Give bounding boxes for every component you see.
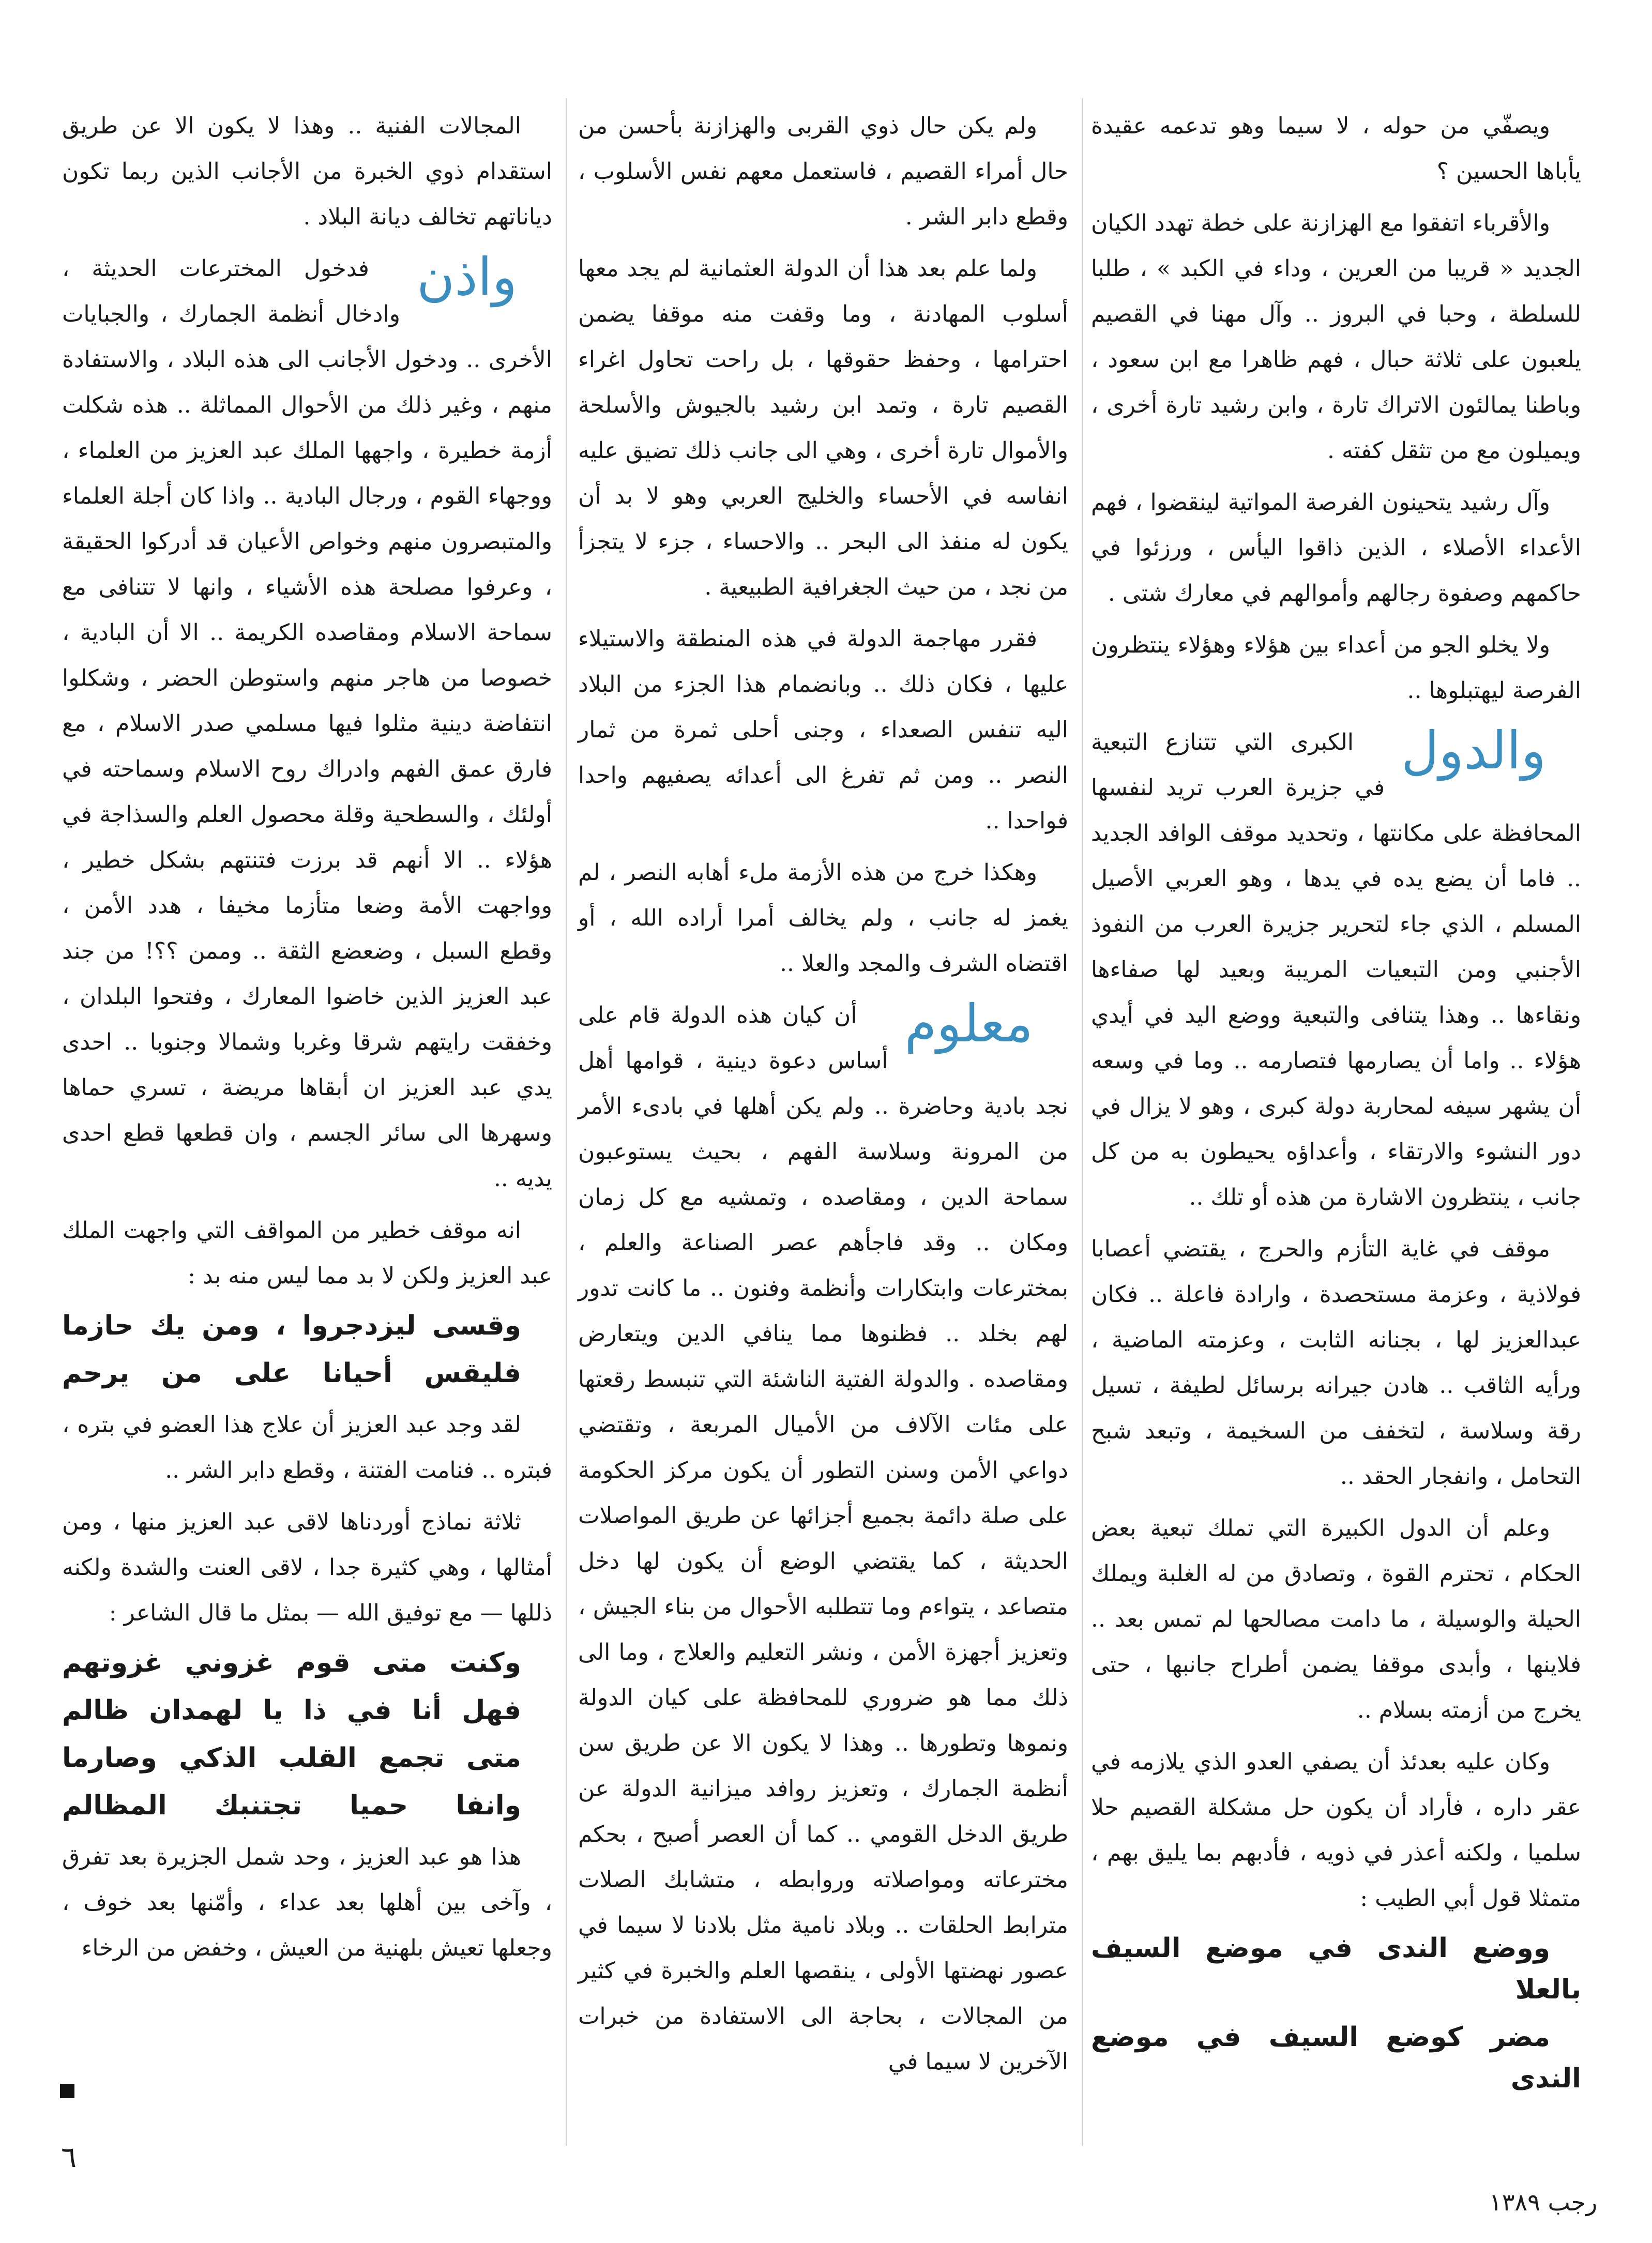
page-number: ٦: [61, 2141, 77, 2174]
paragraph: ولم يكن حال ذوي القربى والهزازنة بأحسن من حال أمراء القصيم ، فاستعمل معهم نفس الأسلوب ، وقطع دابر الشر .: [578, 113, 1068, 230]
paragraph-text: الكبرى التي تتنازع التبعية في جزيرة العرب تريد لنفسها المحافظة على مكانتها ، وتحديد موقف الوافد الجديد .. فاما أن يضع يده في يدها ، وهو العربي الأصيل المسلم ، الذي جاء لتحرير جزيرة العرب من النفوذ الأجنبي ومن التبعيات المريبة وبعيد لها صفاءها ونقاءها .. وهذا يتنافى والتبعية ووضع اليد في أيدي هؤلاء .. واما أن يصارمها فتصارمه .. وما في وسعه أن يشهر سيفه لمحاربة دولة كبرى ، وهو لا يزال في دور النشوء والارتقاء ، وأعداؤه يحيطون به من كل جانب ، ينتظرون الاشارة من هذه أو تلك ..: [1091, 729, 1581, 1210]
paragraph-text: فدخول المخترعات الحديثة ، وادخال أنظمة الجمارك ، والجبايات الأخرى .. ودخول الأجانب الى هذه البلاد ، والاستفادة منهم ، وغير ذلك من الأحوال المماثلة .. هذه شكلت أزمة خطيرة ، واجهها الملك عبد العزيز من العلماء ، ووجهاء القوم ، ورجال البادية .. واذا كان أجلة العلماء والمتبصرون منهم وخواص الأعيان قد أدركوا الحقيقة ، وعرفوا مصلحة هذه الأشياء ، وانها لا تتنافى مع سماحة الاسلام ومقاصده الكريمة .. الا أن البادية ، خصوصا من هاجر منهم واستوطن الحضر ، وشكلوا انتفاضة دينية مثلوا فيها مسلمي صدر الاسلام ، مع فارق عمق الفهم وادراك روح الاسلام وسماحته في أولئك ، والسطحية وقلة محصول العلم والسذاجة في هؤلاء .. الا أنهم قد برزت فتنتهم بشكل خطير ، وواجهت الأمة وضعا متأزما مخيفا ، هدد الأمن ، وقطع السبل ، وضعضع الثقة .. وممن ؟؟! من جند عبد العزيز الذين خاضوا المعارك ، وفتحوا البلدان ، وخفقت رايتهم شرقا وغربا وشمالا وجنوبا .. احدى يدي عبد العزيز ان أبقاها مريضة ، تسري حماها وسهرها الى سائر الجسم ، وان قطعها قطع احدى يديه ..: [62, 255, 552, 1192]
paragraph: فقرر مهاجمة الدولة في هذه المنطقة والاستيلاء عليها ، فكان ذلك .. وبانضمام هذا الجزء من البلاد اليه تنفس الصعداء ، وجنى أحلى ثمرة من ثمار النصر .. ومن ثم تفرغ الى أعدائه يصفيهم واحدا فواحدا ..: [578, 626, 1068, 834]
paragraph: انه موقف خطير من المواقف التي واجهت الملك عبد العزيز ولكن لا بد مما ليس منه بد :: [62, 1217, 552, 1289]
poem-verse: ووضع الندى في موضع السيف بالعلا: [1091, 1933, 1581, 2005]
section-heading-word: معلوم: [904, 993, 1033, 1054]
section-heading-word: والدول: [1401, 720, 1546, 781]
paragraph: ولما علم بعد هذا أن الدولة العثمانية لم يجد معها أسلوب المهادنة ، وما وقفت منه موقفا يضمن احترامها ، وحفظ حقوقها ، بل راحت تحاول اغراء القصيم تارة ، وتمد ابن رشيد بالجيوش والأسلحة والأموال تارة أخرى ، وهي الى جانب ذلك تضيق عليه انفاسه في الأحساء والخليج العربي وهو لا بد أن يكون له منفذ الى البحر .. والاحساء ، جزء لا يتجزأ من نجد ، من حيث الجغرافية الطبيعية .: [578, 255, 1068, 600]
article-column-middle: [578, 103, 1068, 2091]
paragraph: موقف في غاية التأزم والحرج ، يقتضي أعصابا فولاذية ، وعزمة مستحصدة ، وارادة فاعلة .. فكان عبدالعزيز لها ، بجنانه الثابت ، وعزمته الماضية ، ورأيه الثاقب .. هادن جيرانه برسائل لطيفة ، تسيل رقة وسلاسة ، لتخفف من السخيمة ، وتبعد شبح التحامل ، وانفجار الحقد ..: [1091, 1236, 1581, 1490]
issue-date-footer: رجب ١٣٨٩: [1489, 2188, 1598, 2216]
poem-stanza: [62, 1305, 552, 1394]
paragraph: لقد وجد عبد العزيز أن علاج هذا العضو في بتره ، فبتره .. فنامت الفتنة ، وقطع دابر الشر ..: [62, 1412, 552, 1483]
paragraph: [62, 246, 552, 1202]
paragraph: ولا يخلو الجو من أعداء بين هؤلاء وهؤلاء ينتظرون الفرصة ليهتبلوها ..: [1091, 632, 1581, 704]
paragraph: هذا هو عبد العزيز ، وحد شمل الجزيرة بعد تفرق ، وآخى بين أهلها بعد عداء ، وأمّنها بعد خوف ، وجعلها تعيش بلهنية من العيش ، وخفض من الرخاء: [62, 1844, 552, 1961]
paragraph-text: أن كيان هذه الدولة قام على أساس دعوة دينية ، قوامها أهل نجد بادية وحاضرة .. ولم يكن أهلها في بادىء الأمر من المرونة وسلاسة الفهم ، بحيث يستوعبون سماحة الدين ، ومقاصده ، وتمشيه مع كل زمان ومكان .. وقد فاجأهم عصر الصناعة والعلم ، بمخترعات وابتكارات وأنظمة وفنون .. ما كانت تدور لهم بخلد .. فظنوها مما ينافي الدين ويتعارض ومقاصده . والدولة الفتية الناشئة التي تنبسط رقعتها على مئات الآلاف من الأميال المربعة ، وتقتضي دواعي الأمن وسنن التطور أن يكون مركز الحكومة على صلة دائمة بجميع أجزائها عن طريق المواصلات الحديثة ، كما يقتضي الوضع أن يكون لها دخل متصاعد ، يتواءم وما تتطلبه الأحوال من بناء الجيش ، وتعزيز أجهزة الأمن ، ونشر التعليم والعلاج ، وما الى ذلك مما هو ضروري للمحافظة على كيان الدولة ونموها وتطورها .. وهذا لا يكون الا عن طريق سن أنظمة الجمارك ، وتعزيز روافد ميزانية الدولة عن طريق الدخل القومي .. كما أن العصر أصبح ، بحكم مخترعاته ومواصلاته وروابطه ، متشابك الصلات مترابط الحلقات .. وبلاد نامية مثل بلادنا لا سيما في عصور نهضتها الأولى ، ينقصها العلم والخبرة في كثير من المجالات ، بحاجة الى الاستفادة من خبرات الآخرين لا سيما في: [578, 1002, 1069, 2075]
article-column-right: [1091, 103, 1581, 2108]
end-of-article-mark: [60, 2084, 74, 2098]
column-divider: [566, 98, 567, 2146]
poem-verse: فهل أنا في ذا يا لهمدان ظالم: [62, 1695, 521, 1726]
poem-verse: وكنت متى قوم غزوني غزوتهم: [62, 1647, 521, 1678]
poem-stanza: [1091, 1928, 1581, 2099]
paragraph: وهكذا خرج من هذه الأزمة ملء أهابه النصر ، لم يغمز له جانب ، ولم يخالف أمرا أراده الله ، أو اقتضاه الشرف والمجد والعلا ..: [578, 859, 1068, 977]
paragraph: [1091, 720, 1581, 1220]
section-heading-word: واذن: [416, 247, 517, 307]
poem-verse: وقسى ليزدجروا ، ومن يك حازما: [62, 1310, 521, 1341]
poem-verse: مضر كوضع السيف في موضع الندى: [1091, 2022, 1581, 2094]
paragraph: [578, 993, 1068, 2085]
poem-verse: وانفا حميا تجتنبك المظالم: [62, 1790, 521, 1821]
paragraph: ويصفّي من حوله ، لا سيما وهو تدعمه عقيدة يأباها الحسين ؟: [1091, 113, 1581, 185]
paragraph: وكان عليه بعدئذ أن يصفي العدو الذي يلازمه في عقر داره ، فأراد أن يكون حل مشكلة القصيم حلا سلميا ، ولكنه أعذر في ذويه ، فأدبهم بما يليق بهم ، متمثلا قول أبي الطيب :: [1091, 1749, 1581, 1912]
poem-verse: متى تجمع القلب الذكي وصارما: [62, 1742, 521, 1774]
paragraph: والأقرباء اتفقوا مع الهزازنة على خطة تهدد الكيان الجديد « قريبا من العرين ، وداء في الكبد » ، طلبا للسلطة ، وحبا في البروز .. وآل مهنا في القصيم يلعبون على ثلاثة حبال ، فهم ظاهرا مع ابن سعود ، وباطنا يمالئون الاتراك تارة ، وابن رشيد تارة أخرى ، ويميلون مع من تثقل كفته .: [1091, 210, 1581, 464]
paragraph: وآل رشيد يتحينون الفرصة المواتية لينقضوا ، فهم الأعداء الأصلاء ، الذين ذاقوا اليأس ، ورزئوا في حاكمهم وصفوة رجالهم وأموالهم في معارك شتى .: [1091, 489, 1581, 607]
poem-verse: فليقس أحيانا على من يرحم: [62, 1358, 521, 1389]
article-column-left: [62, 103, 552, 1977]
poem-stanza: [62, 1642, 552, 1826]
paragraph: وعلم أن الدول الكبيرة التي تملك تبعية بعض الحكام ، تحترم القوة ، وتصادق من له الغلبة ويملك الحيلة والوسيلة ، ما دامت مصالحها لم تمس بعد .. فلاينها ، وأبدى موقفا يضمن أطراح جانبها ، حتى يخرج من أزمته بسلام ..: [1091, 1515, 1581, 1723]
column-divider: [1082, 98, 1083, 2146]
paragraph: ثلاثة نماذج أوردناها لاقى عبد العزيز منها ، ومن أمثالها ، وهي كثيرة جدا ، لاقى العنت والشدة ولكنه ذللها — مع توفيق الله — بمثل ما قال الشاعر :: [62, 1509, 552, 1626]
paragraph: المجالات الفنية .. وهذا لا يكون الا عن طريق استقدام ذوي الخبرة من الأجانب الذين ربما تكون دياناتهم تخالف ديانة البلاد .: [62, 113, 552, 230]
